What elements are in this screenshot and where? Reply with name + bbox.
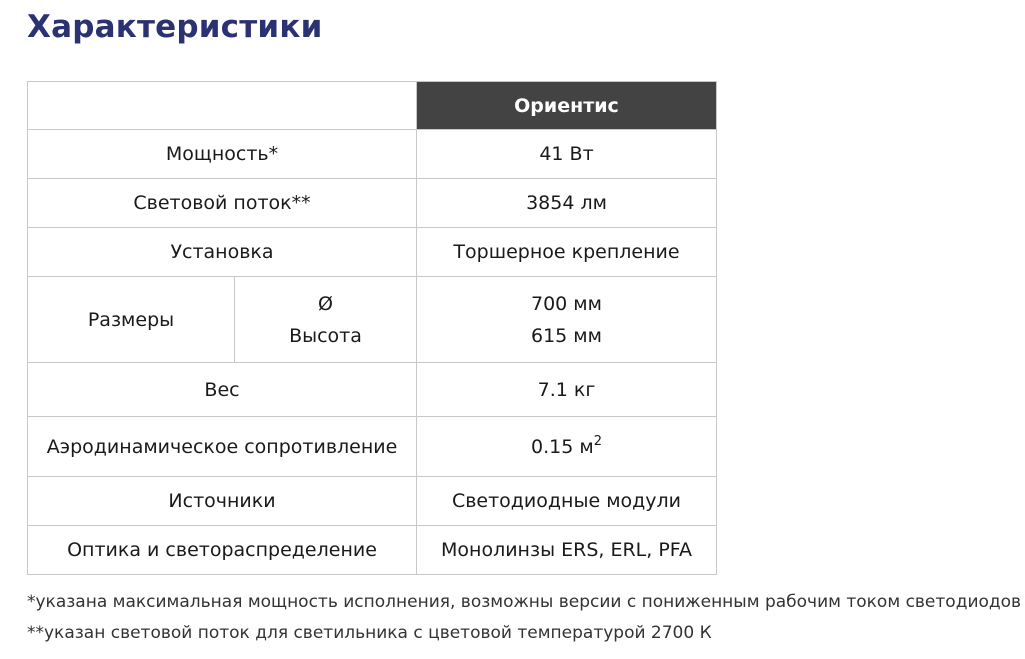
footnote-flux: **указан световой поток для светильника с цветовой температурой 2700 К bbox=[27, 623, 712, 643]
table-header-row bbox=[28, 82, 717, 130]
footnote-power: *указана максимальная мощность исполнения, возможны версии с пониженным рабочим током светодиодов bbox=[27, 592, 1022, 612]
page-title: Характеристики bbox=[27, 9, 323, 45]
table-row-dimensions bbox=[28, 277, 717, 363]
row-label: Размеры bbox=[28, 277, 235, 363]
empty-header-cell bbox=[28, 82, 417, 130]
table-row-weight bbox=[28, 363, 717, 417]
row-value bbox=[417, 417, 717, 477]
row-label: Мощность* bbox=[28, 130, 417, 179]
height-value: 615 мм bbox=[531, 324, 602, 347]
table-row-power bbox=[28, 130, 717, 179]
row-value: Монолинзы ERS, ERL, PFA bbox=[417, 526, 717, 575]
table-row-sources bbox=[28, 477, 717, 526]
row-label: Установка bbox=[28, 228, 417, 277]
row-value: Торшерное крепление bbox=[417, 228, 717, 277]
row-label: Аэродинамическое сопротивление bbox=[28, 417, 417, 477]
table-row-flux bbox=[28, 179, 717, 228]
drag-value: 0.15 м bbox=[531, 435, 594, 458]
diameter-sublabel: Ø bbox=[318, 292, 333, 315]
row-label: Оптика и светораспределение bbox=[28, 526, 417, 575]
table-row-mount bbox=[28, 228, 717, 277]
row-value: 3854 лм bbox=[417, 179, 717, 228]
row-label: Вес bbox=[28, 363, 417, 417]
dimension-sublabels bbox=[235, 277, 417, 363]
dimension-values bbox=[417, 277, 717, 363]
row-value: 7.1 кг bbox=[417, 363, 717, 417]
specifications-table bbox=[27, 81, 717, 575]
row-label: Световой поток** bbox=[28, 179, 417, 228]
row-value: Светодиодные модули bbox=[417, 477, 717, 526]
footnotes bbox=[27, 587, 1021, 649]
row-label: Источники bbox=[28, 477, 417, 526]
height-sublabel: Высота bbox=[289, 324, 362, 347]
product-column-header: Ориентис bbox=[417, 82, 717, 130]
row-value: 41 Вт bbox=[417, 130, 717, 179]
table-row-optics bbox=[28, 526, 717, 575]
table-row-drag bbox=[28, 417, 717, 477]
diameter-value: 700 мм bbox=[531, 292, 602, 315]
unit-exponent: 2 bbox=[593, 433, 602, 449]
